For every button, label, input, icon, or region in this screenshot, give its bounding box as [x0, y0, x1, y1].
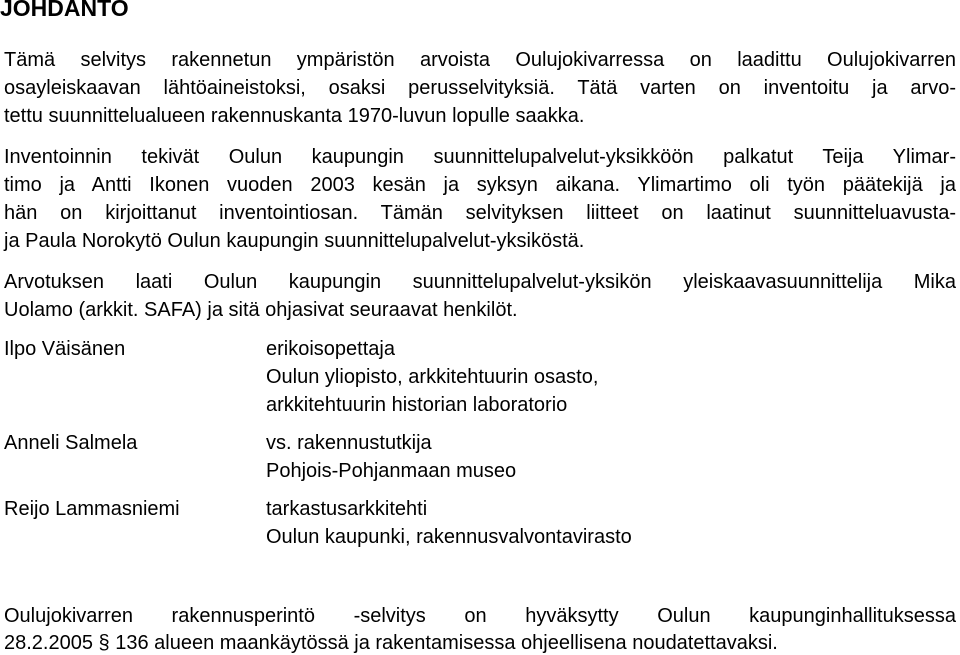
- paragraph-2-line-1: Inventoinnin tekivät Oulun kaupungin suunnittelupalvelut-yksikköön palkatut Teija Ylimar-: [4, 146, 956, 168]
- page-title: JOHDANTO: [0, 0, 129, 21]
- person-name: Reijo Lammasniemi: [4, 498, 180, 520]
- paragraph-3-line-1: Arvotuksen laati Oulun kaupungin suunnittelupalvelut-yksikön yleiskaavasuunnittelija Mika: [4, 271, 956, 293]
- person-affiliation: Pohjois-Pohjanmaan museo: [266, 460, 517, 482]
- person-name: Ilpo Väisänen: [4, 338, 126, 360]
- person-affiliation: Oulun kaupunki, rakennusvalvontavirasto: [266, 526, 632, 548]
- person-name: Anneli Salmela: [4, 432, 138, 454]
- person-role: vs. rakennustutkija: [266, 432, 432, 454]
- paragraph-1-line-2: osayleiskaavan lähtöaineistoksi, osaksi perusselvityksiä. Tätä varten on inventoitu ja arvo-: [4, 77, 956, 99]
- closing-line-1: Oulujokivarren rakennusperintö -selvitys on hyväksytty Oulun kaupunginhallituksessa: [4, 605, 956, 627]
- person-affiliation: arkkitehtuurin historian laboratorio: [266, 394, 568, 416]
- paragraph-1-line-3: tettu suunnittelualueen rakennuskanta 1970-luvun lopulle saakka.: [4, 105, 585, 127]
- person-role: erikoisopettaja: [266, 338, 395, 360]
- paragraph-3-line-2: Uolamo (arkkit. SAFA) ja sitä ohjasivat seuraavat henkilöt.: [4, 299, 518, 321]
- person-affiliation: Oulun yliopisto, arkkitehtuurin osasto,: [266, 366, 599, 388]
- paragraph-1-line-1: Tämä selvitys rakennetun ympäristön arvoista Oulujokivarressa on laadittu Oulujokivarren: [4, 49, 956, 71]
- paragraph-2-line-3: hän on kirjoittanut inventointiosan. Tämän selvityksen liitteet on laatinut suunnitteluavusta-: [4, 202, 956, 224]
- paragraph-2-line-2: timo ja Antti Ikonen vuoden 2003 kesän ja syksyn aikana. Ylimartimo oli työn päätekijä ja: [4, 174, 956, 196]
- person-role: tarkastusarkkitehti: [266, 498, 428, 520]
- paragraph-2-line-4: ja Paula Norokytö Oulun kaupungin suunnittelupalvelut-yksiköstä.: [4, 230, 585, 252]
- closing-line-2: 28.2.2005 § 136 alueen maankäytössä ja rakentamisessa ohjeellisena noudatettavaksi.: [4, 632, 778, 654]
